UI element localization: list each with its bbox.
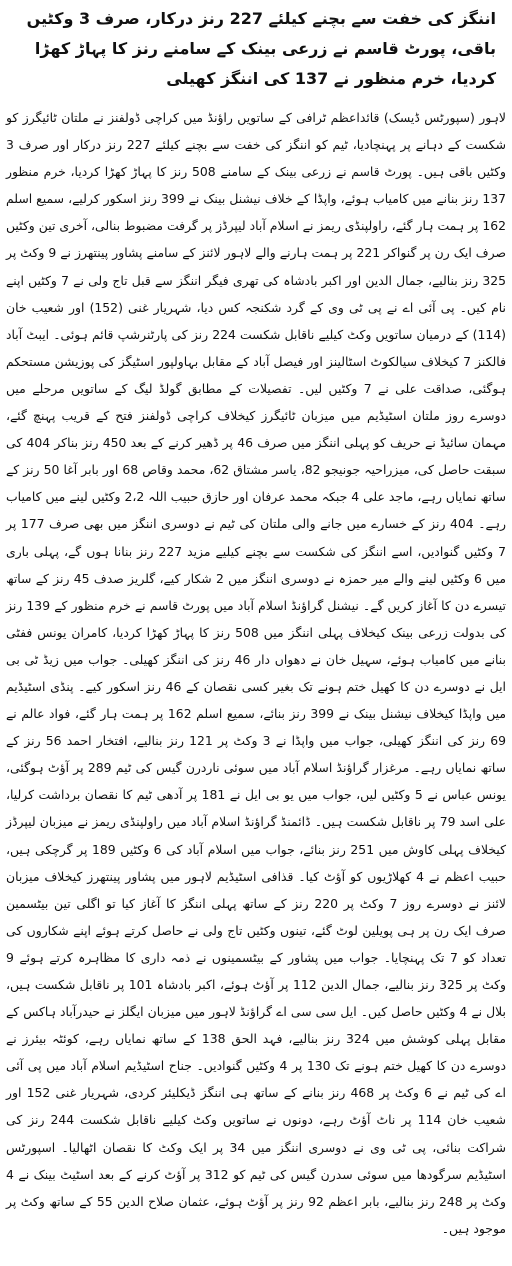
news-article bbox=[6, 4, 506, 1242]
article-headline: اننگز کی خفت سے بچنے کیلئے 227 رنز درکار، صرف 3 وکٹیں باقی، پورٹ قاسم نے زرعی بینک کے سامنے رنز کا پہاڑ کھڑا کردیا، خرم منظور نے 137 کی اننگز کھیلی bbox=[26, 9, 496, 88]
article-body: لاہور (سپورٹس ڈیسک) قائداعظم ٹرافی کے ساتویں راؤنڈ میں کراچی ڈولفنز نے ملتان ٹائیگرز کو شکست کے دہانے پر پہنچادیا، ٹیم کو اننگز کی خفت سے بچنے کیلئے 227 رنز درکار اور صرف 3 وکٹیں باقی ہیں۔ پورٹ قاسم نے زرعی بینک کے سامنے 508 رنز کا پہاڑ کھڑا کردیا، خرم منظور 137 رنز بنانے میں کامیاب ہوئے، واپڈا کے خلاف نیشنل بینک نے 399 رنز اسکور کرلیے، سمیع اسلم 162 پر ہمت ہار گئے، راولپنڈی ریمز نے اسلام آباد لیپرڈز پر گرفت مضبوط بنالی، آخری تین وکٹیں صرف ایک رن پر گنواکر 221 پر ہمت ہارنے والے لاہور لائنز کے سامنے پشاور پینتھرز نے 9 وکٹ پر 325 رنز بنالیے، جمال الدین اور اکبر بادشاہ کی تھری فیگر اننگز سے قبل تاج ولی نے 7 وکٹیں اپنے نام کیں۔ پی آئی اے نے پی ٹی وی کے گرد شکنجہ کس دیا، شہریار غنی (152) اور شعیب خان (114) کے درمیان ساتویں وکٹ کیلیے ناقابل شکست 224 رنز کی پارٹنرشپ قائم ہوئی۔ ایبٹ آباد فالکنز 7 کیخلاف سیالکوٹ اسٹالینز اور فیصل آباد کے مقابل بہاولپور اسٹیگز کی پوزیشن مستحکم ہوگئی، صداقت علی نے 7 وکٹیں لیں۔ تفصیلات کے مطابق گولڈ لیگ کے ساتویں مرحلے میں دوسرے روز ملتان اسٹیڈیم میں میزبان ٹائیگرز کیخلاف کراچی ڈولفنز فتح کے قریب پہنچ گئے، مہمان سائیڈ نے حریف کو پہلی اننگز میں صرف 46 پر ڈھیر کرنے کے بعد 450 رنز بناکر 404 کی سبقت حاصل کی، میزراحیہ جونیجو 82، یاسر مشتاق 62، محمد وقاص 68 اور بابر آغا 50 رنز کے ساتھ نمایاں رہے، ماجد علی 4 جبکہ محمد عرفان اور حازق حبیب اللہ 2،2 وکٹیں لینے میں کامیاب رہے۔ 404 رنز کے خسارے میں جانے والی ملتان کی ٹیم نے دوسری اننگز میں بھی صرف 177 پر 7 وکٹیں گنوادیں، اسے اننگز کی شکست سے بچنے کیلیے مزید 227 رنز بنانا ہوں گے، پہلی باری میں 6 وکٹیں لینے والے میر حمزہ نے دوسری اننگز میں 2 شکار کیے، گلریز صدف 45 رنز کے ساتھ تیسرے دن کا آغاز کریں گے۔ نیشنل گراؤنڈ اسلام آباد میں پورٹ قاسم نے خرم منظور کے 139 رنز کی بدولت زرعی بینک کیخلاف پہلی اننگز میں 508 رنز کا پہاڑ کھڑا کردیا، کامران یونس ففٹی بنانے میں کامیاب ہوئے، سہیل خان نے دھواں دار 46 رنز کی اننگز کھیلی۔ جواب میں زیڈ ٹی بی ایل نے دوسرے دن کا کھیل ختم ہونے تک بغیر کسی نقصان کے 46 رنز اسکور کیے۔ پنڈی اسٹیڈیم میں واپڈا کیخلاف نیشنل بینک نے 399 رنز بنائے، سمیع اسلم 162 پر ہمت ہار گئے، فواد عالم نے 69 رنز کی اننگز کھیلی، جواب میں واپڈا نے 3 وکٹ پر 121 رنز بنالیے، افتخار احمد 56 رنز کے ساتھ نمایاں رہے۔ مرغزار گراؤنڈ اسلام آباد میں سوئی ناردرن گیس کی ٹیم 289 پر آؤٹ ہوگئی، یونس عباس نے 5 وکٹیں لیں، جواب میں یو بی ایل نے 181 پر آدھی ٹیم کا نقصان برداشت کرلیا، علی اسد 79 پر ناقابل شکست ہیں۔ ڈائمنڈ گراؤنڈ اسلام آباد میں راولپنڈی ریمز نے میزبان لیپرڈز کیخلاف پہلی کاوش میں 251 رنز بنائے، جواب میں اسلام آباد کی 6 وکٹیں 189 پر گرچکی ہیں، حبیب اعظم نے 4 کھلاڑیوں کو آؤٹ کیا۔ قذافی اسٹیڈیم لاہور میں پشاور پینتھرز کیخلاف میزبان لائنز نے دوسرے روز 7 وکٹ پر 220 رنز کے ساتھ پہلی اننگز کا آغاز کیا تو اگلی تین بیٹسمین صرف ایک رن پر ہی پویلین لوٹ گئے، تینوں وکٹیں تاج ولی نے حاصل کرتے ہوئے اپنے شکاروں کی تعداد کو 7 تک پہنچایا۔ جواب میں پشاور کے بیٹسمینوں نے ذمہ داری کا مظاہرہ کرتے ہوئے 9 وکٹ پر 325 رنز بنالیے، جمال الدین 112 پر آؤٹ ہوئے، اکبر بادشاہ 101 پر ناقابل شکست ہیں، بلال نے 4 وکٹیں حاصل کیں۔ ایل سی سی اے گراؤنڈ لاہور میں میزبان ایگلز نے حیدرآباد ہاکس کے مقابل پہلی کوشش میں 324 رنز بنالیے، فہد الحق 138 کے ساتھ نمایاں رہے، کوئٹہ بیئرز نے دوسرے دن کا کھیل ختم ہونے تک 130 پر 4 وکٹیں گنوادیں۔ جناح اسٹیڈیم اسلام آباد میں پی آئی اے کی ٹیم نے 6 وکٹ پر 468 رنز بنانے کے ساتھ ہی اننگز ڈیکلیئر کردی، شہریار غنی 152 اور شعیب خان 114 پر ناٹ آؤٹ رہے، دونوں نے ساتویں وکٹ کیلیے ناقابل شکست 244 رنز کی شراکت بنائی، پی ٹی وی نے دوسری اننگز میں 34 پر ایک وکٹ کا نقصان اٹھالیا۔ اسپورٹس اسٹیڈیم سرگودھا میں سوئی سدرن گیس کی ٹیم کو 312 پر آؤٹ کرنے کے بعد اسٹیٹ بینک نے 4 وکٹ پر 248 رنز بنالیے، بابر اعظم 92 رنز پر آؤٹ ہوئے، عثمان صلاح الدین 55 کے ساتھ وکٹ پر موجود ہیں۔ bbox=[6, 110, 507, 1236]
